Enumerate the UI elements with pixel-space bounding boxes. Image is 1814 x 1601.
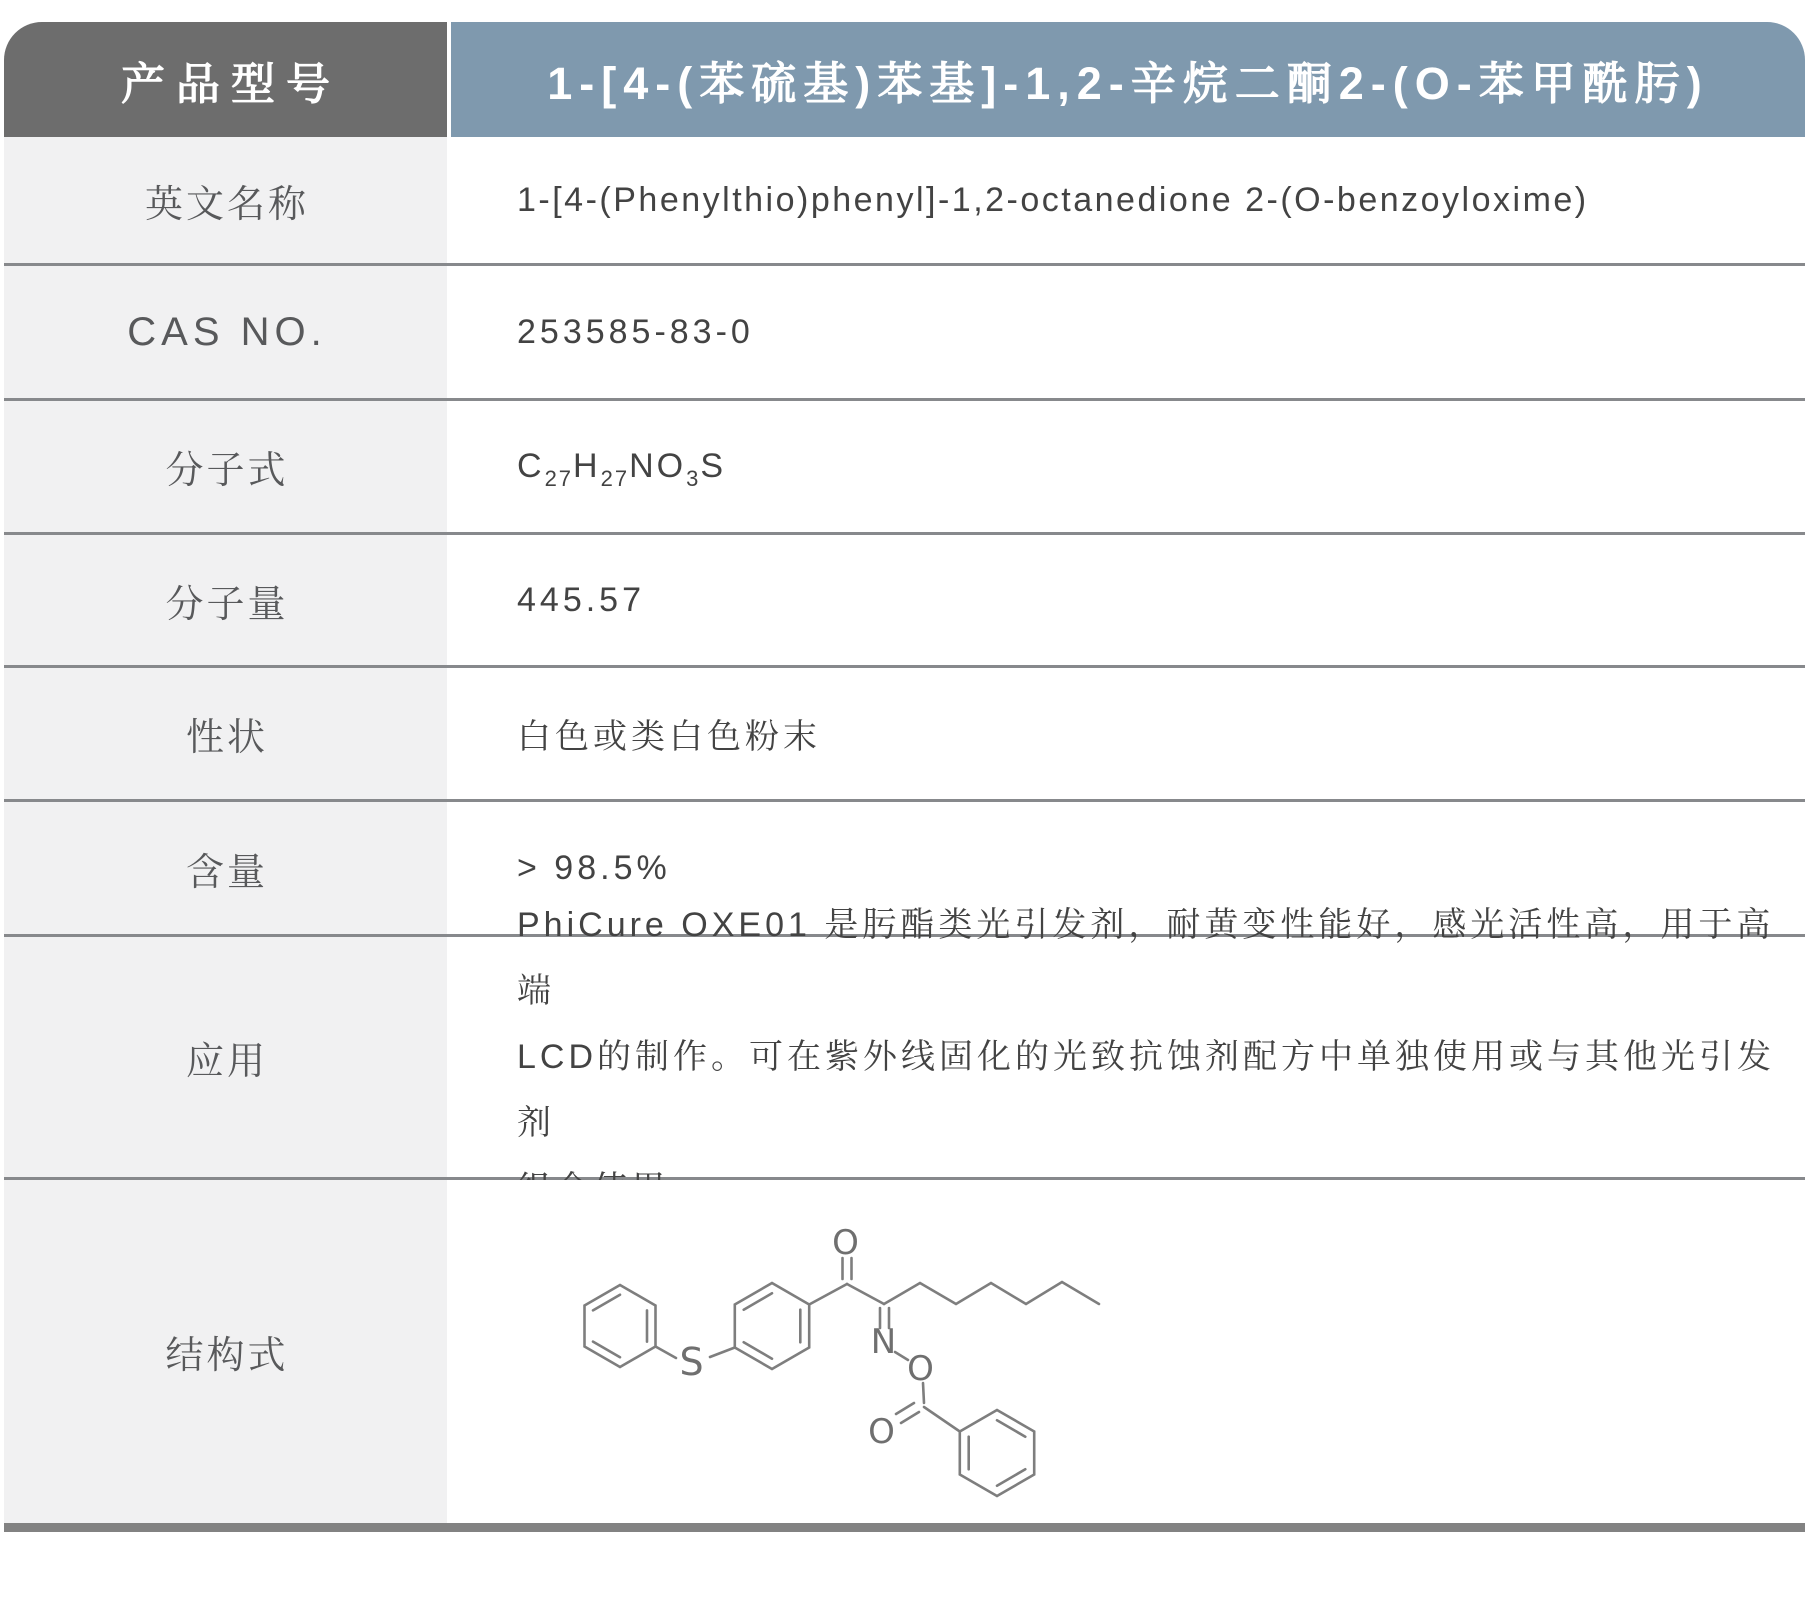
chemical-structure-diagram	[537, 1225, 1159, 1517]
assay-label: 含量	[4, 802, 447, 934]
molecular-formula-value	[517, 447, 727, 491]
formula-value-cell	[451, 401, 1805, 532]
table-header-row	[4, 22, 1805, 137]
table-row-cas	[4, 266, 1805, 401]
molecular-weight-label: 分子量	[4, 535, 447, 665]
formula-h: H	[573, 447, 601, 485]
cas-value-cell	[451, 266, 1805, 398]
table-row-formula	[4, 401, 1805, 535]
assay-value: > 98.5%	[517, 848, 671, 887]
english-name-value: 1-[4-(Phenylthio)phenyl]-1,2-octanedione 2-(O-benzoyloxime)	[517, 180, 1589, 219]
bond-oxygen-ester-carbon	[923, 1383, 924, 1403]
phenyl-ring-left-double-bonds	[593, 1295, 647, 1357]
header-product-name-value: 1-[4-(苯硫基)苯基]-1,2-辛烷二酮2-(O-苯甲酰肟)	[547, 58, 1709, 109]
formula-s: S	[700, 447, 727, 485]
english-name-label: 英文名称	[4, 137, 447, 263]
product-spec-table	[4, 22, 1805, 1532]
ester-oxygen-atom-label: O	[868, 1412, 898, 1452]
application-text-line-2: LCD的制作。可在紫外线固化的光致抗蚀剂配方中单独使用或与其他光引发剂	[517, 1038, 1776, 1142]
formula-c-subscript: 27	[544, 466, 574, 491]
header-product-model-label: 产品型号	[121, 59, 341, 109]
table-row-english-name	[4, 137, 1805, 266]
nitrogen-atom-label: N	[870, 1322, 900, 1362]
phenylene-ring	[735, 1283, 809, 1369]
sulfur-atom-label: S	[679, 1340, 707, 1384]
table-row-appearance	[4, 668, 1805, 802]
formula-c: C	[517, 447, 545, 485]
structure-label: 结构式	[4, 1180, 447, 1523]
oxime-oxygen-atom-label: O	[907, 1349, 937, 1389]
appearance-value-cell	[451, 668, 1805, 799]
table-row-application	[4, 906, 1805, 1180]
ketone-oxygen-atom-label: O	[832, 1225, 862, 1263]
phenylene-ring-double-bonds	[744, 1293, 801, 1358]
table-row-molecular-weight	[4, 535, 1805, 668]
phenyl-ring-left	[585, 1285, 656, 1367]
structure-value-cell	[451, 1180, 1805, 1523]
header-product-model-cell	[4, 22, 447, 137]
formula-label: 分子式	[4, 401, 447, 532]
hexyl-chain	[884, 1282, 1099, 1304]
application-text-line-1: PhiCure OXE01 是肟酯类光引发剂，耐黄变性能好，感光活性高，用于高端	[517, 906, 1775, 1010]
formula-no: NO	[629, 447, 687, 485]
formula-h-subscript: 27	[600, 466, 630, 491]
cas-number-value: 253585-83-0	[517, 312, 754, 351]
molecular-weight-value: 445.57	[517, 580, 645, 619]
application-value-cell	[451, 906, 1805, 1177]
ester-double-bond	[896, 1403, 919, 1423]
cas-label: CAS NO.	[4, 266, 447, 398]
appearance-value: 白色或类白色粉末	[517, 718, 821, 756]
application-text	[517, 892, 1805, 1222]
application-label: 应用	[4, 937, 447, 1177]
molecular-weight-value-cell	[451, 535, 1805, 665]
table-row-structure	[4, 1180, 1805, 1532]
bond-carbonyl-oxime-carbon	[847, 1284, 884, 1304]
phenyl-ring-benzoyl	[960, 1410, 1034, 1496]
bond-ring2-carbonyl	[809, 1284, 847, 1305]
bond-ring1-sulfur	[656, 1347, 677, 1359]
bond-ester-carbon-ring3	[924, 1407, 960, 1432]
formula-o-subscript: 3	[686, 466, 701, 491]
appearance-label: 性状	[4, 668, 447, 799]
phenyl-ring-benzoyl-double-bonds	[969, 1420, 1026, 1485]
header-product-name-cell	[451, 22, 1805, 137]
english-name-value-cell	[451, 137, 1805, 263]
bond-sulfur-ring2	[710, 1348, 735, 1358]
